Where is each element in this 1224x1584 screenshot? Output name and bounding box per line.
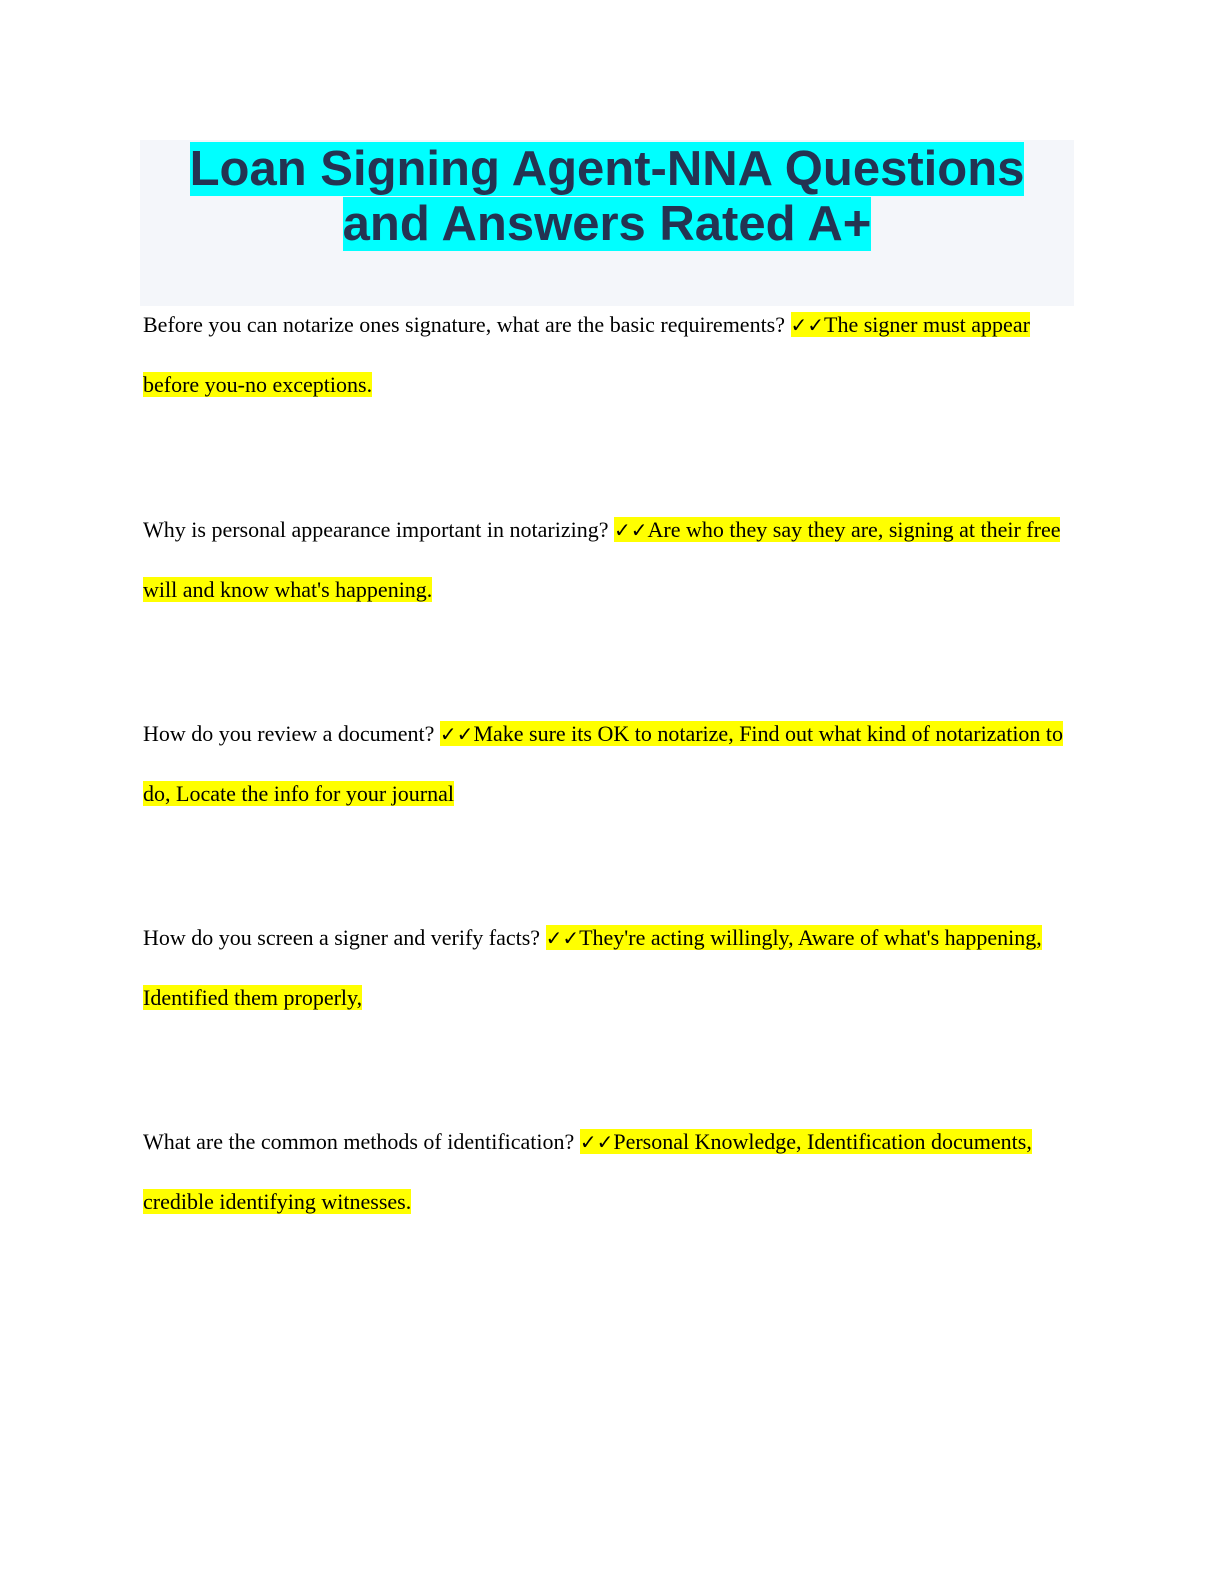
qa-item [143,295,1083,414]
answer-text: Are who they say they are, signing at their free will and know what's happening. [143,517,1061,602]
question-text: How do you review a document? [143,721,435,746]
document-title: Loan Signing Agent-NNA Questions and Answers Rated A+ [189,142,1025,251]
qa-item [143,500,1083,619]
qa-item [143,704,1083,823]
answer-text: Personal Knowledge, Identification documents, credible identifying witnesses. [143,1129,1032,1214]
answer-text: Make sure its OK to notarize, Find out what kind of notarization to do, Locate the info for your journal [143,721,1064,806]
question-text: Before you can notarize ones signature, what are the basic requirements? [143,312,786,337]
double-check-icon: ✓✓ [545,926,580,950]
question-text: Why is personal appearance important in notarizing? [143,517,609,542]
title-block [140,140,1074,306]
question-text: What are the common methods of identification? [143,1129,575,1154]
double-check-icon: ✓✓ [614,518,648,542]
qa-item [143,908,1083,1027]
double-check-icon: ✓✓ [790,313,825,337]
answer-text: The signer must appear before you-no exceptions. [143,312,1030,397]
answer-text: They're acting willingly, Aware of what's happening, Identified them properly, [143,925,1042,1010]
double-check-icon: ✓✓ [579,1130,614,1154]
qa-item [143,1112,1083,1231]
question-text: How do you screen a signer and verify facts? [143,925,541,950]
double-check-icon: ✓✓ [439,722,474,746]
